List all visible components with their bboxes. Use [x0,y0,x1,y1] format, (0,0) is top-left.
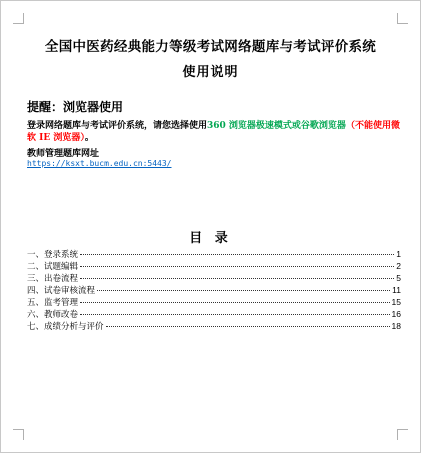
toc-leader [80,266,394,267]
toc-item[interactable] [27,296,401,308]
toc-item[interactable] [27,248,401,260]
toc-item[interactable] [27,308,401,320]
teacher-bank-url-label: 教师管理题库网址 [27,149,100,159]
toc-item-label: 三、出卷流程 [27,273,79,283]
toc-item-label: 二、试题编辑 [27,261,79,271]
notice-ie-warning: （不能使用微软 IE 浏览器） [27,121,400,143]
toc-item[interactable] [27,320,401,332]
toc-item-label: 六、教师改卷 [27,309,79,319]
toc-item-page: 1 [396,249,401,259]
table-of-contents [27,248,401,332]
toc-item-page: 11 [392,285,401,295]
toc-leader [97,290,390,291]
toc-item-label: 一、登录系统 [27,249,79,259]
notice-suffix: 。 [84,133,94,143]
crop-mark-bottom-right [397,429,408,440]
notice-recommended-browsers: 360 浏览器极速模式或谷歌浏览器 [207,121,346,131]
crop-mark-top-right [397,13,408,24]
teacher-bank-url-link[interactable]: https://ksxt.bucm.edu.cn:5443/ [27,159,172,168]
toc-item-page: 15 [391,297,401,307]
toc-item-label: 五、监考管理 [27,297,79,307]
notice-prefix: 登录网络题库与考试评价系统，请您选择使用 [27,121,208,131]
toc-item-page: 5 [396,273,401,283]
document-subtitle: 使用说明 [182,65,239,80]
toc-leader [80,278,394,279]
toc-leader [106,326,390,327]
toc-item-page: 2 [396,261,401,271]
toc-item[interactable] [27,272,401,284]
toc-leader [80,254,394,255]
tip-heading: 提醒：浏览器使用 [27,100,124,114]
toc-item[interactable] [27,284,401,296]
browser-notice [27,120,403,144]
toc-item[interactable] [27,260,401,272]
toc-leader [80,314,390,315]
document-title: 全国中医药经典能力等级考试网络题库与考试评价系统 [44,39,377,55]
toc-item-label: 四、试卷审核流程 [27,285,96,295]
toc-item-page: 18 [391,321,401,331]
toc-item-label: 七、成绩分析与评价 [27,321,104,331]
crop-mark-top-left [13,13,24,24]
crop-mark-bottom-left [13,429,24,440]
toc-leader [80,302,390,303]
toc-title: 目 录 [189,231,232,246]
toc-item-page: 16 [391,309,401,319]
